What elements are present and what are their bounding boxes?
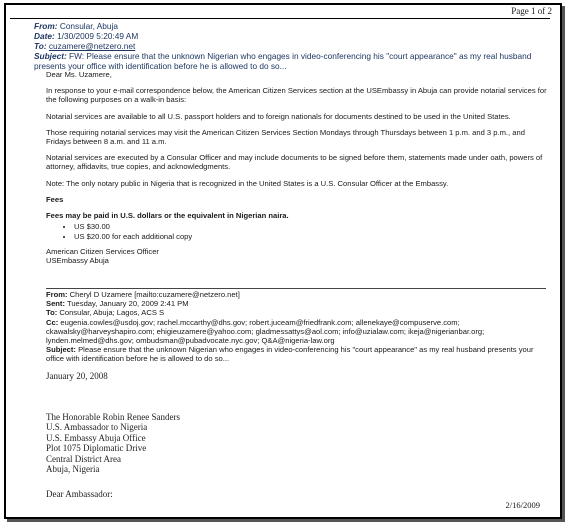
address-line: Plot 1075 Diplomatic Drive [46,443,147,453]
address-line: Abuja, Nigeria [46,464,100,474]
fee-item: • US $30.00 [74,222,551,232]
fwd-from-value: Cheryl D Uzamere [mailto:cuzamere@netzero.net] [69,290,240,299]
fwd-from-row [46,290,551,299]
page-number: Page 1 of 2 [511,6,552,16]
address-line: The Honorable Robin Renee Sanders [46,411,180,422]
letter-salutation: Dear Ambassador: [46,488,113,499]
fwd-to-row [46,308,551,317]
email-date-value: 1/30/2009 5:20:49 AM [57,31,139,41]
address-line: U.S. Embassy Abuja Office [46,432,146,443]
fwd-to-label: To: [46,308,58,318]
header-rule [10,18,550,19]
fwd-cc-row [46,318,551,346]
email-to-label: To: [34,41,47,51]
paragraph-5: Note: The only notary public in Nigeria that is recognized in the United States is a U.S. Consular Officer at the Embassy. [46,178,449,188]
email-body [46,70,551,266]
fwd-sent-row [46,299,551,308]
email-from-row [34,21,554,31]
fwd-subject-value: Please ensure that the unknown Nigerian who engages in video-conferencing his "court appearance" as my real husband presents your office with identification before he is allowed to do so... [46,345,534,364]
fees-list [46,222,551,241]
fwd-cc-label: Cc: [46,317,59,327]
forwarded-header [46,290,551,364]
fwd-subject-row [46,345,551,363]
email-from-label: From: [34,21,58,31]
footer-date: 2/16/2009 [505,500,540,510]
fees-note: Fees may be paid in U.S. dollars or the equivalent in Nigerian naira. [46,211,289,221]
fees-heading: Fees [46,194,64,204]
address-line: Central District Area [46,453,121,464]
fwd-sent-label: Sent: [46,299,65,309]
email-subject-row [34,51,554,71]
paragraph-2: Notarial services are available to all U.S. passport holders and to foreign nationals for documents destined to be used in the United States. [46,111,511,121]
email-from-value: Consular, Abuja [59,21,118,31]
email-to-row [34,41,554,51]
email-to-link[interactable]: cuzamere@netzero.net [48,41,136,51]
letter [46,371,551,499]
paragraph-1: In response to your e-mail correspondence below, the American Citizen Services section at the USEmbassy in Abuja can provide notarial services for the following purposes on a walk-in basis: [46,86,547,105]
email-subject-label: Subject: [34,51,67,61]
paragraph-3: Those requiring notarial services may visit the American Citizen Services Section Mondays through Thursdays between 1 p.m. and 3 p.m., and Fridays between 8 a.m. and 11 a.m. [46,127,525,147]
fee-item: • US $20.00 for each additional copy [74,232,551,242]
fwd-subject-label: Subject: [46,345,76,355]
email-date-row [34,31,554,41]
signature-line-2: USEmbassy Abuja [46,256,109,266]
greeting: Dear Ms. Uzamere, [46,70,112,79]
document-page [4,3,562,519]
letter-date: January 20, 2008 [46,371,108,381]
signature-line-1: American Citizen Services Officer [46,247,159,257]
paragraph-4: Notarial services are executed by a Consular Officer and may include documents to be signed before them, statements made under oath, powers of attorney, affidavits, true copies, and acknowledgments. [46,153,543,172]
fwd-to-value: Consular, Abuja; Lagos, ACS S [59,308,165,318]
fwd-sent-value: Tuesday, January 20, 2009 2:41 PM [66,299,189,309]
address-line: U.S. Ambassador to Nigeria [46,422,148,432]
email-subject-value: FW: Please ensure that the unknown Nigerian who engages in video-conferencing his "court appearance" as my real husband presents your office with identification before he is allowed to do so... [34,51,532,71]
email-date-label: Date: [34,31,55,41]
forward-separator [46,288,546,289]
fwd-from-label: From: [46,290,68,299]
fwd-cc-value: eugenia.cowles@usdoj.gov; rachel.mccarthy@dhs.gov; robert.juceam@friedfrank.com; allenekaye@compuserve.com; ckawalsky@harveyshapiro.com; ehigieuzamere@yahoo.com; gladmessattys@aol.com; info@uzialaw.com; ikeja@nigerianbar.org; lynden.melmed@dhs.gov; ombudsman@pubadvocate.nyc.gov; Q&A@nigeria-law.org [46,317,485,346]
email-header [34,21,554,71]
